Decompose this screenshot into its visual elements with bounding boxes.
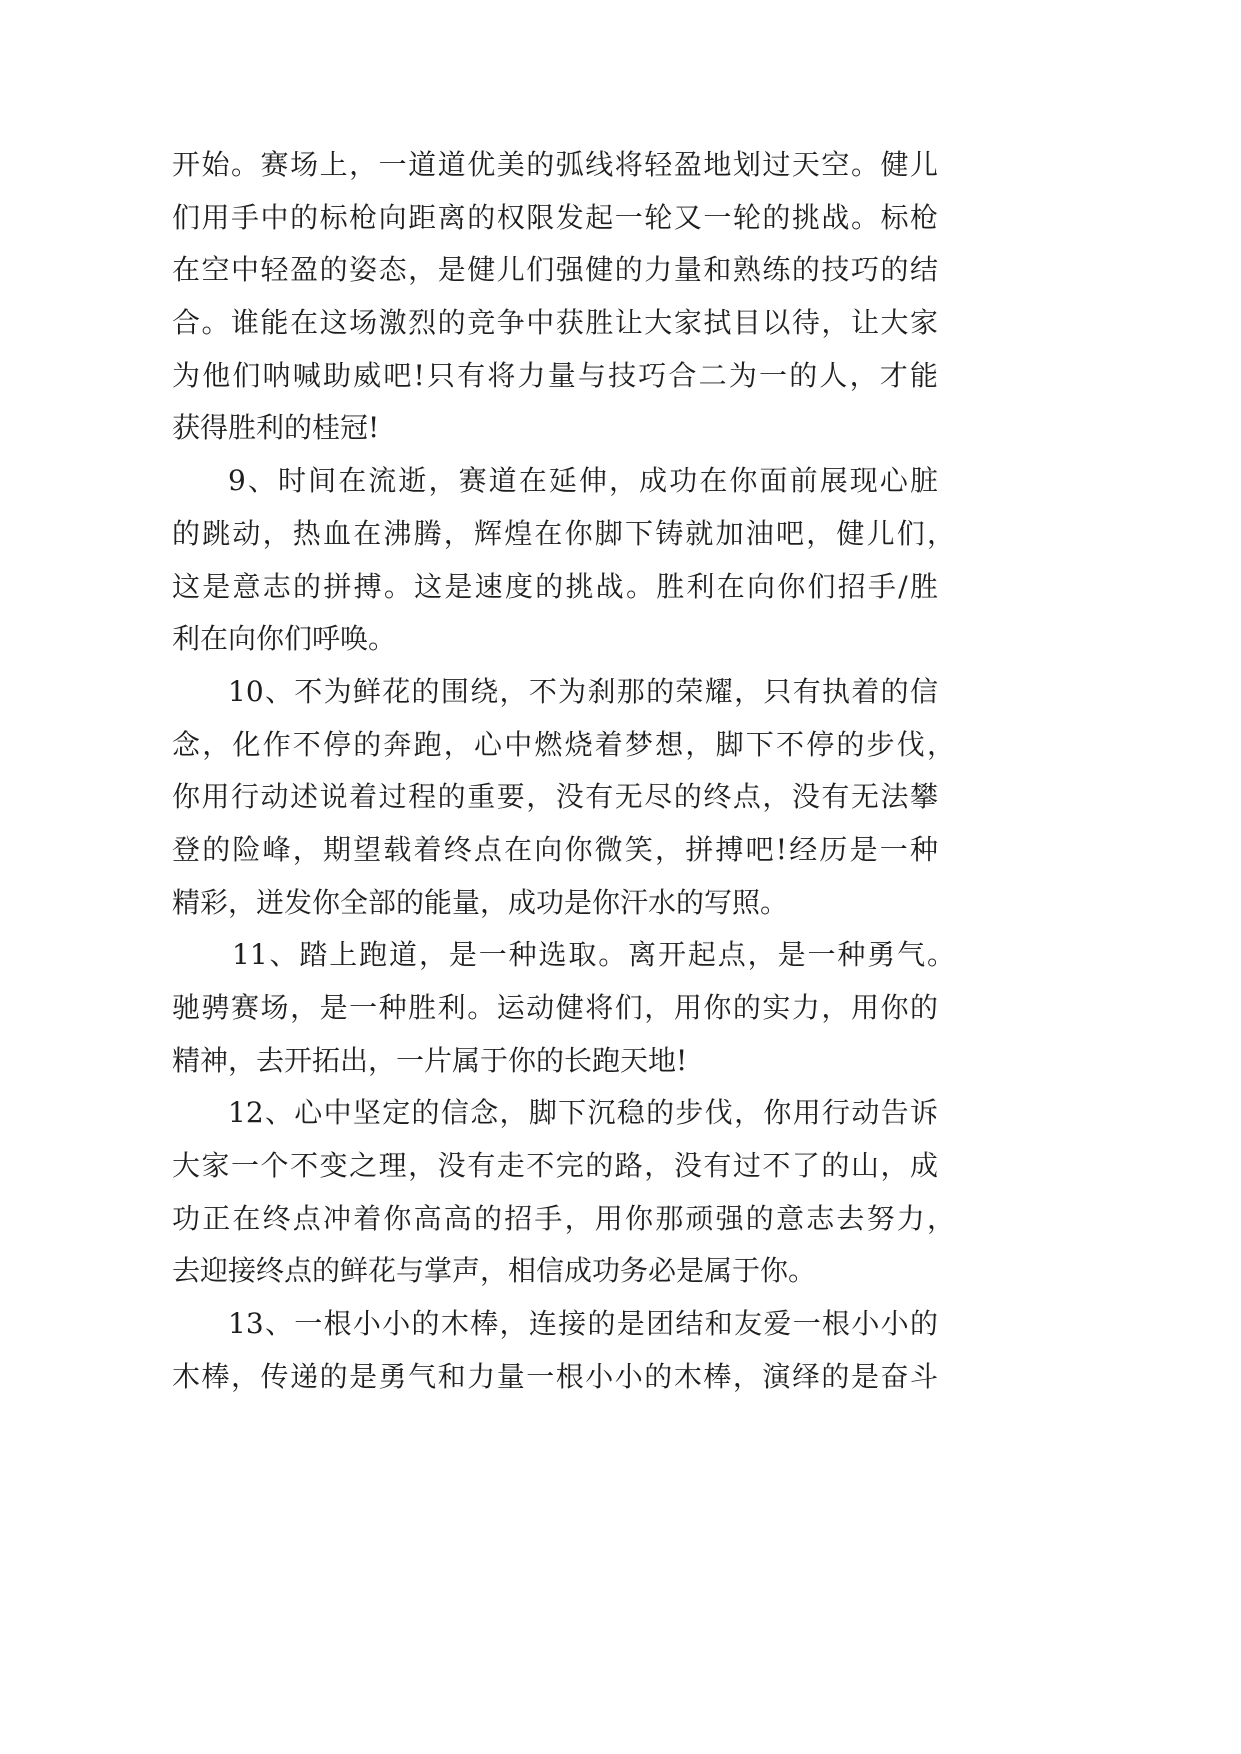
text-line: 木棒，传递的是勇气和力量一根小小的木棒，演绎的是奋斗 <box>172 1359 938 1393</box>
text-line: 功正在终点冲着你高高的招手，用你那顽强的意志去努力， <box>172 1201 955 1235</box>
text-line: 利在向你们呼唤。 <box>172 622 397 656</box>
paragraph <box>172 455 962 666</box>
text-line: 13、一根小小的木棒，连接的是团结和友爱一根小小的 <box>228 1307 938 1341</box>
text-line: 10、不为鲜花的围绕，不为刹那的荣耀，只有执着的信 <box>228 674 938 708</box>
text-line: 的跳动，热血在沸腾，辉煌在你脚下铸就加油吧，健儿们， <box>172 516 955 550</box>
text-line: 12、心中坚定的信念，脚下沉稳的步伐，你用行动告诉 <box>228 1096 938 1130</box>
text-line: 为他们呐喊助威吧!只有将力量与技巧合二为一的人，才能 <box>172 358 938 392</box>
text-line: 精神，去开拓出，一片属于你的长跑天地! <box>172 1043 688 1077</box>
text-line: 9、时间在流逝，赛道在延伸，成功在你面前展现心脏 <box>228 464 938 498</box>
body-text <box>172 139 962 1404</box>
paragraph <box>172 1087 962 1298</box>
text-line: 们用手中的标枪向距离的权限发起一轮又一轮的挑战。标枪 <box>172 200 938 234</box>
paragraph <box>172 139 962 455</box>
text-line: 获得胜利的桂冠! <box>172 411 380 445</box>
text-line: 精彩，迸发你全部的能量，成功是你汗水的写照。 <box>172 885 789 919</box>
text-line: 在空中轻盈的姿态，是健儿们强健的力量和熟练的技巧的结 <box>172 253 938 287</box>
paragraph <box>172 929 962 1087</box>
text-line: 合。谁能在这场激烈的竞争中获胜让大家拭目以待，让大家 <box>172 306 938 340</box>
text-line: 你用行动述说着过程的重要，没有无尽的终点，没有无法攀 <box>172 780 938 814</box>
text-line: 开始。赛场上，一道道优美的弧线将轻盈地划过天空。健儿 <box>172 148 938 181</box>
text-line: 登的险峰，期望载着终点在向你微笑，拼搏吧!经历是一种 <box>172 832 938 866</box>
paragraph <box>172 666 962 929</box>
text-line: 这是意志的拼搏。这是速度的挑战。胜利在向你们招手/胜 <box>172 569 938 603</box>
text-line: 念，化作不停的奔跑，心中燃烧着梦想，脚下不停的步伐， <box>172 727 955 761</box>
text-line: 11、踏上跑道，是一种选取。离开起点，是一种勇气。 <box>232 938 955 972</box>
paragraph <box>172 1298 962 1403</box>
text-line: 大家一个不变之理，没有走不完的路，没有过不了的山，成 <box>172 1149 938 1183</box>
text-line: 驰骋赛场，是一种胜利。运动健将们，用你的实力，用你的 <box>172 991 938 1024</box>
text-line: 去迎接终点的鲜花与掌声，相信成功务必是属于你。 <box>172 1254 817 1288</box>
